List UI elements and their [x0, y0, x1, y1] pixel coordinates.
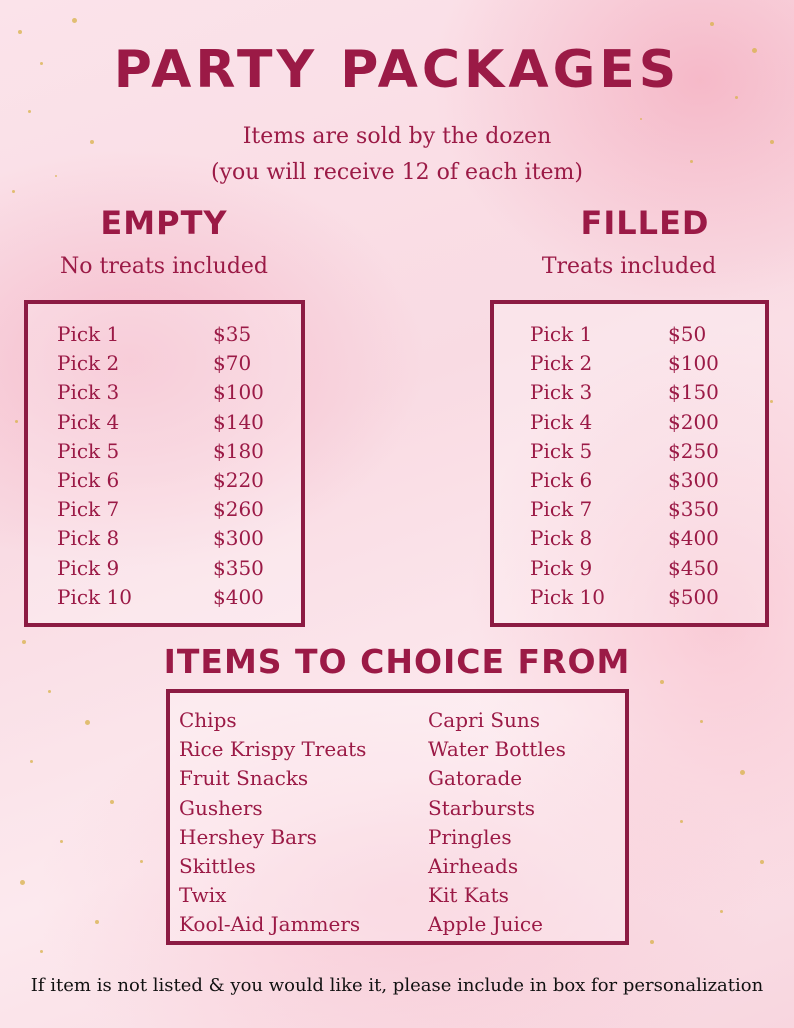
price-row: [57, 437, 264, 466]
price-value: $180: [213, 438, 264, 463]
empty-price-box: [24, 300, 305, 627]
pick-label: Pick 10: [57, 584, 132, 609]
pick-label: Pick 10: [530, 584, 605, 609]
list-item: Rice Krispy Treats: [179, 737, 367, 762]
filled-price-list: [530, 320, 719, 612]
list-item: Airheads: [428, 853, 519, 878]
price-row: [57, 408, 264, 437]
page-title: PARTY PACKAGES: [113, 40, 681, 100]
pick-label: Pick 2: [530, 351, 593, 376]
list-item: Hershey Bars: [179, 824, 317, 849]
items-box: [166, 689, 629, 945]
filled-price-box: [490, 300, 769, 627]
footer-note: If item is not listed & you would like it, please include in box for personalization: [30, 975, 764, 996]
price-value: $100: [213, 380, 264, 405]
pick-label: Pick 7: [530, 497, 593, 522]
items-list-right: [428, 706, 566, 940]
list-item: Skittles: [179, 853, 256, 878]
price-value: $350: [213, 555, 264, 580]
pick-label: Pick 6: [57, 467, 120, 492]
list-item: Gushers: [179, 795, 263, 820]
price-row: [57, 320, 264, 349]
subtitle-line-1: Items are sold by the dozen: [242, 124, 552, 149]
price-value: $70: [213, 351, 252, 376]
price-row: [530, 495, 719, 524]
pick-label: Pick 6: [530, 467, 593, 492]
price-row: [530, 583, 719, 612]
price-row: [57, 349, 264, 378]
list-item: Pringles: [428, 824, 512, 849]
pick-label: Pick 5: [57, 438, 120, 463]
price-row: [530, 524, 719, 553]
price-value: $35: [213, 322, 252, 346]
price-value: $400: [668, 526, 719, 551]
pick-label: Pick 3: [57, 380, 120, 405]
price-value: $500: [668, 584, 719, 609]
pick-label: Pick 5: [530, 438, 593, 463]
price-value: $50: [668, 322, 707, 346]
empty-price-list: [57, 320, 264, 612]
price-row: [530, 349, 719, 378]
list-item: Apple Juice: [428, 912, 543, 937]
items-heading: ITEMS TO CHOICE FROM: [163, 642, 631, 681]
price-value: $220: [213, 467, 264, 492]
price-value: $100: [668, 351, 719, 376]
price-value: $350: [668, 497, 719, 522]
list-item: Kool-Aid Jammers: [179, 912, 361, 937]
pick-label: Pick 8: [57, 526, 120, 551]
price-value: $400: [213, 584, 264, 609]
price-value: $300: [213, 526, 264, 551]
price-row: [57, 466, 264, 495]
price-value: $300: [668, 467, 719, 492]
price-row: [57, 378, 264, 407]
price-row: [57, 524, 264, 553]
items-list-left: [179, 706, 366, 940]
list-item: Gatorade: [428, 766, 523, 791]
list-item: Kit Kats: [428, 883, 509, 908]
pick-label: Pick 4: [57, 409, 120, 434]
price-value: $140: [213, 409, 264, 434]
list-item: Twix: [179, 883, 227, 908]
price-value: $260: [213, 497, 264, 522]
price-row: [530, 320, 719, 349]
price-row: [57, 495, 264, 524]
price-row: [57, 583, 264, 612]
subtitle-line-2: (you will receive 12 of each item): [210, 160, 584, 185]
pick-label: Pick 9: [530, 555, 593, 580]
list-item: Chips: [179, 708, 237, 732]
pick-label: Pick 1: [57, 322, 120, 346]
price-row: [530, 378, 719, 407]
pick-label: Pick 7: [57, 497, 120, 522]
list-item: Water Bottles: [428, 737, 566, 762]
empty-subheading: No treats included: [59, 254, 269, 279]
price-row: [530, 408, 719, 437]
list-item: Capri Suns: [428, 708, 541, 732]
filled-subheading: Treats included: [541, 254, 717, 279]
price-value: $200: [668, 409, 719, 434]
price-value: $250: [668, 438, 719, 463]
price-value: $150: [668, 380, 719, 405]
price-value: $450: [668, 555, 719, 580]
empty-heading: EMPTY: [100, 204, 228, 242]
pick-label: Pick 9: [57, 555, 120, 580]
list-item: Fruit Snacks: [179, 766, 309, 791]
pick-label: Pick 4: [530, 409, 593, 434]
price-row: [530, 437, 719, 466]
pick-label: Pick 1: [530, 322, 593, 346]
pick-label: Pick 3: [530, 380, 593, 405]
price-row: [530, 466, 719, 495]
pick-label: Pick 8: [530, 526, 593, 551]
filled-heading: FILLED: [580, 204, 710, 242]
list-item: Starbursts: [428, 795, 536, 820]
pick-label: Pick 2: [57, 351, 120, 376]
price-row: [530, 554, 719, 583]
price-row: [57, 554, 264, 583]
